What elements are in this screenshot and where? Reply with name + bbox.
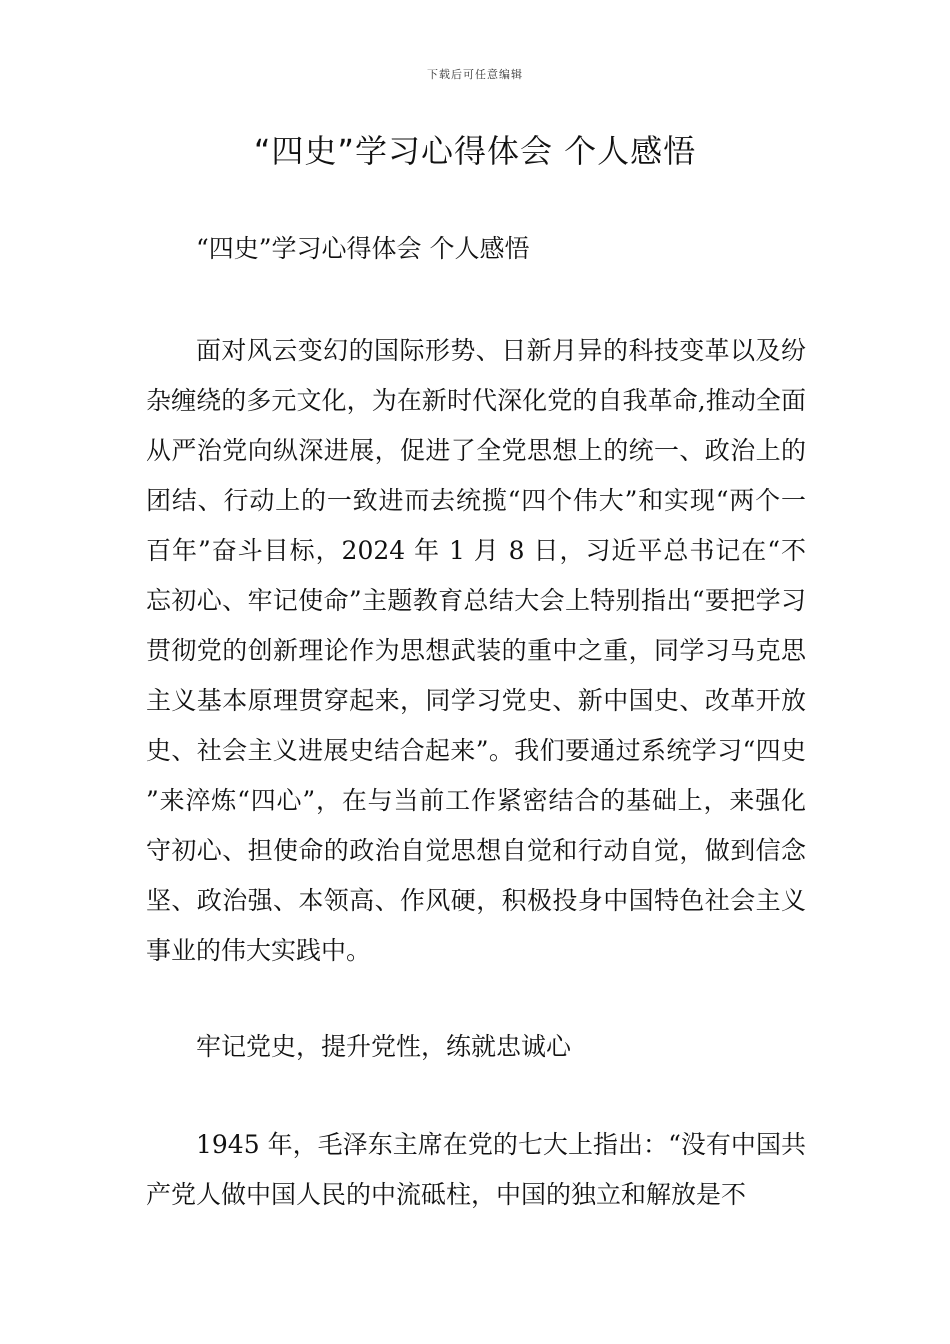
paragraph-intro: 面对风云变幻的国际形势、日新月异的科技变革以及纷杂缠绕的多元文化，为在新时代深化党的自我革命,推动全面从严治党向纵深进展，促进了全党思想上的统一、政治上的团结、行动上的一致进而去统揽“四个伟大”和实现“两个一百年”奋斗目标，2024 年 1 月 8 日，习近平总书记在“不忘初心、牢记使命”主题教育总结大会上特别指出“要把学习贯彻党的创新理论作为思想武装的重中之重，同学习马克思主义基本原理贯穿起来，同学习党史、新中国史、改革开放史、社会主义进展史结合起来”。我们要通过系统学习“四史”来淬炼“四心”，在与当前工作紧密结合的基础上，来强化守初心、担使命的政治自觉思想自觉和行动自觉，做到信念坚、政治强、本领高、作风硬，积极投身中国特色社会主义事业的伟大实践中。 — [146, 336, 806, 965]
page-header-note: 下载后可任意编辑 — [427, 68, 523, 81]
paragraph-section-one: 1945 年，毛泽东主席在党的七大上指出：“没有中国共产党人做中国人民的中流砥柱，中国的独立和解放是不 — [146, 1130, 806, 1209]
document-subtitle: “四史”学习心得体会 个人感悟 — [196, 234, 530, 263]
document-title: “四史”学习心得体会 个人感悟 — [253, 132, 697, 170]
section-heading: 牢记党史，提升党性，练就忠诚心 — [196, 1032, 572, 1061]
